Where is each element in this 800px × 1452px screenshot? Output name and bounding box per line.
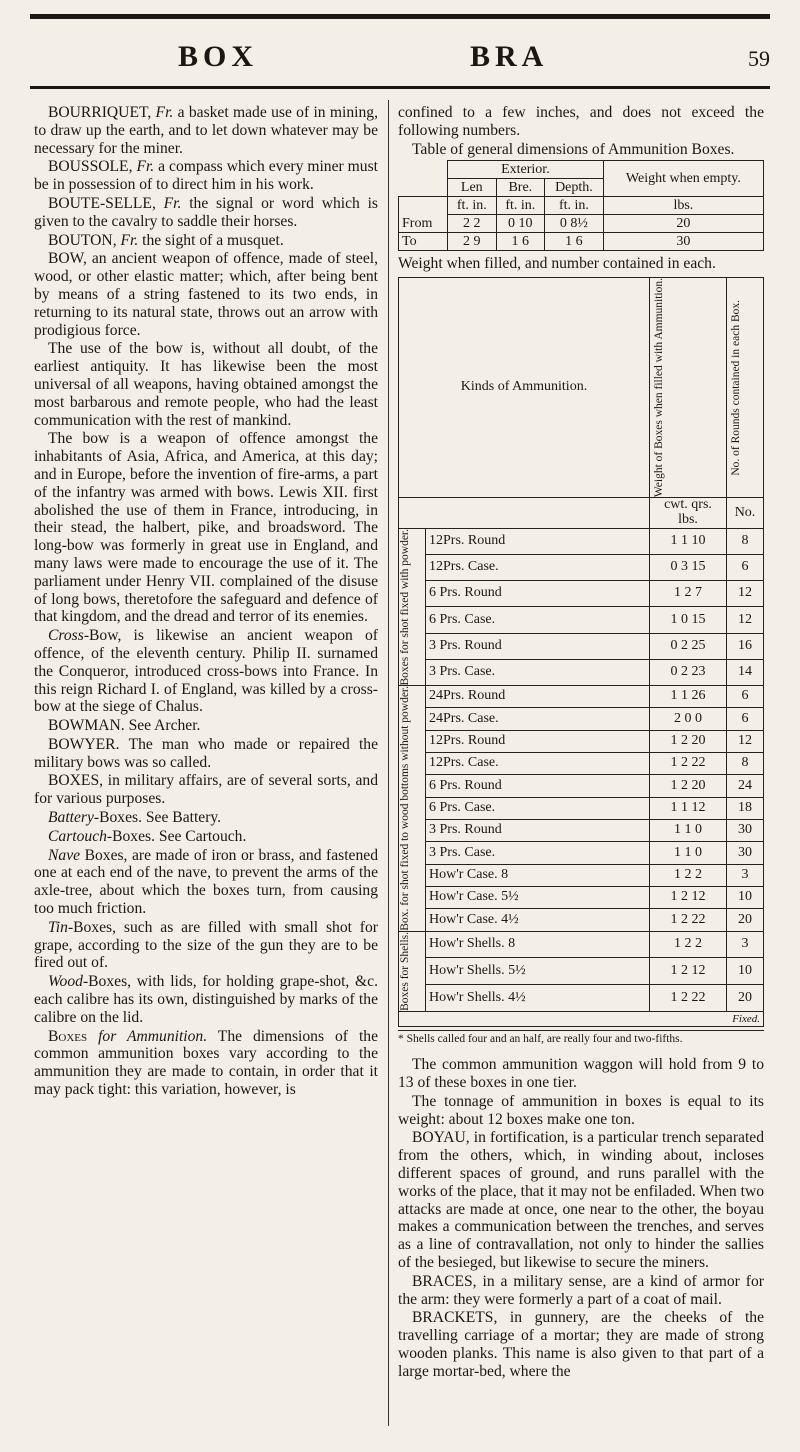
entry-italic: Fr. bbox=[136, 158, 155, 176]
depth-header: Depth. bbox=[545, 179, 604, 197]
table-row bbox=[399, 909, 764, 931]
rounds-count: 3 bbox=[727, 931, 764, 958]
table-row bbox=[399, 581, 764, 607]
rounds-count: 14 bbox=[727, 659, 764, 685]
table-row bbox=[399, 528, 764, 554]
entry-text: The bow is a weapon of offence amongst the inhabitants of Asia, Africa, and America, at this day; and in Europe, before the invention of fire-arms, a part of the infantry was armed with bows. Lewis XII. first abolished the use of them in France, introducing, in their stead, the halbert, pike, and broadsword. The long-bow was formerly in great use in England, and many laws were made to encourage the use of it. The parliament under Henry VII. complained of the disuse of long bows, theretofore the safeguard and defence of that kingdom, and the dread and terror of its enemies. bbox=[34, 430, 378, 626]
rounds-count: 20 bbox=[727, 984, 764, 1011]
filled-weight: 1 2 12 bbox=[650, 887, 727, 909]
filled-weight: 1 0 15 bbox=[650, 607, 727, 633]
rounds-count: 10 bbox=[727, 958, 764, 985]
ammunition-kind: 6 Prs. Round bbox=[426, 775, 650, 797]
entry-paragraph bbox=[34, 232, 378, 250]
table-row bbox=[399, 864, 764, 886]
entry-text: The use of the bow is, without all doubt, of the earliest antiquity. It has likewise been the most universal of all weapons, having obtained amongst the most barbarous and remote people, who had the least communication with the rest of mankind. bbox=[34, 340, 378, 429]
table-row bbox=[399, 842, 764, 864]
entry-paragraph bbox=[34, 736, 378, 772]
entry-italic: Cartouch- bbox=[48, 827, 113, 845]
table-row bbox=[399, 607, 764, 633]
unit-qrs: qrs. bbox=[691, 497, 712, 513]
rounds-count: 12 bbox=[727, 581, 764, 607]
entry-paragraph bbox=[398, 1309, 764, 1380]
len-header: Len bbox=[448, 179, 497, 197]
unit-cell: ft. in. bbox=[496, 197, 545, 215]
filled-weight: 1 2 22 bbox=[650, 984, 727, 1011]
entry-paragraph bbox=[34, 195, 378, 231]
filled-weight: 0 2 23 bbox=[650, 659, 727, 685]
filled-weight: 1 1 12 bbox=[650, 797, 727, 819]
dimensions-table bbox=[398, 160, 764, 251]
entry-paragraph bbox=[34, 717, 378, 735]
top-rule bbox=[30, 14, 770, 19]
entry-text: The dimensions of the common ammunition boxes vary according to the ammunition they are made to contain, in order that it may pack tight: this variation, however, is bbox=[34, 1027, 378, 1099]
rounds-count: 8 bbox=[727, 753, 764, 775]
ammunition-kind: 6 Prs. Round bbox=[426, 581, 650, 607]
filled-weight: 1 2 12 bbox=[650, 958, 727, 985]
filled-weight: 2 0 0 bbox=[650, 708, 727, 730]
entry-italic: Tin- bbox=[48, 918, 74, 936]
ammunition-kind: 6 Prs. Case. bbox=[426, 607, 650, 633]
filled-weight: 0 2 25 bbox=[650, 633, 727, 659]
entry-text: an ancient weapon of offence, made of steel, wood, or other elastic matter; which, after being bent by means of a string fastened to its two ends, in returning to its natural state, throws out an arrow with prodigious force. bbox=[34, 250, 378, 339]
table-row bbox=[399, 958, 764, 985]
left-column bbox=[34, 104, 378, 1100]
entry-italic: Fr. bbox=[155, 104, 174, 121]
ammunition-kind: 12Prs. Case. bbox=[426, 554, 650, 580]
entry-text: the sight of a musquet. bbox=[138, 231, 284, 249]
weight-empty-header: Weight when empty. bbox=[603, 161, 763, 197]
filled-weight: 1 2 7 bbox=[650, 581, 727, 607]
unit-no: No. bbox=[727, 498, 764, 528]
entry-headword: BOXES, bbox=[48, 772, 108, 790]
entry-paragraph bbox=[34, 158, 378, 194]
entry-text: See Archer. bbox=[128, 717, 201, 735]
entry-headword: BOUTE-SELLE, bbox=[48, 194, 164, 212]
ammunition-kind: 24Prs. Round bbox=[426, 686, 650, 708]
group-label: Box. for shot fixed to wood bottoms without powder. bbox=[399, 686, 411, 931]
filled-weight: 1 2 2 bbox=[650, 931, 727, 958]
fixed-label: Fixed. bbox=[399, 1011, 764, 1027]
rounds-count: 20 bbox=[727, 909, 764, 931]
column-divider bbox=[388, 100, 389, 1426]
unit-cell: ft. in. bbox=[545, 197, 604, 215]
table-row bbox=[399, 984, 764, 1011]
filled-weight: 1 1 0 bbox=[650, 842, 727, 864]
table-row bbox=[399, 887, 764, 909]
entry-italic: Cross- bbox=[48, 627, 90, 645]
entry-text: the signal or word which is given to the cavalry to saddle their horses. bbox=[34, 194, 378, 230]
ammunition-kind: 24Prs. Case. bbox=[426, 708, 650, 730]
entry-text: a basket made use of in mining, to draw up the earth, and to let down whatever may be necessary for the miner. bbox=[34, 104, 378, 157]
table-row bbox=[399, 931, 764, 958]
filled-weight: 1 2 22 bbox=[650, 753, 727, 775]
entry-paragraph bbox=[34, 1028, 378, 1099]
filled-weight: 1 1 26 bbox=[650, 686, 727, 708]
footnote: * Shells called four and an half, are really four and two-fifths. bbox=[398, 1030, 764, 1046]
rounds-count: 18 bbox=[727, 797, 764, 819]
entry-text: The man who made or repaired the military bows was so called. bbox=[34, 735, 378, 771]
ammunition-kind: 3 Prs. Round bbox=[426, 820, 650, 842]
entry-text: in military affairs, are of several sorts, and for various purposes. bbox=[34, 772, 379, 808]
entry-text: The common ammunition waggon will hold from 9 to 13 of these boxes in one tier. bbox=[398, 1056, 764, 1092]
running-header bbox=[30, 40, 770, 84]
weights-table bbox=[398, 277, 764, 1027]
entry-text: in gunnery, are the cheeks of the travelling carriage of a mortar; they are made of strong wooden planks. This name is also given to that part of a large mortar-bed, where the bbox=[398, 1309, 764, 1380]
entry-paragraph bbox=[34, 104, 378, 157]
rounds-count: 6 bbox=[727, 686, 764, 708]
entry-italic: Fr. bbox=[120, 231, 139, 249]
entry-paragraph bbox=[34, 250, 378, 339]
header-left-word: BOX bbox=[178, 40, 259, 73]
entry-text: in a military sense, are a kind of armor for the arm: they were formerly a part of a coat of mail. bbox=[398, 1272, 764, 1308]
entry-headword: BOUSSOLE, bbox=[48, 158, 137, 176]
entry-paragraph bbox=[34, 627, 378, 716]
filled-weight: 1 1 0 bbox=[650, 820, 727, 842]
rounds-count: 6 bbox=[727, 554, 764, 580]
entry-paragraph bbox=[34, 847, 378, 918]
entry-italic: Fr. bbox=[163, 194, 182, 212]
table-row: From 2 2 0 10 0 8½ 20 bbox=[399, 215, 764, 233]
entry-headword: BOWMAN. bbox=[48, 717, 129, 735]
header-middle-word: BRA bbox=[470, 40, 549, 73]
entry-headword: BRACKETS, bbox=[412, 1309, 510, 1327]
weight-filled-header: Weight of Boxes when filled with Ammunition. bbox=[653, 278, 665, 498]
entry-italic: Wood- bbox=[48, 973, 89, 991]
group-label: Boxes for shot fixed with powder. bbox=[399, 528, 411, 686]
entry-paragraph bbox=[34, 340, 378, 429]
rounds-count: 24 bbox=[727, 775, 764, 797]
ammunition-kind: 12Prs. Case. bbox=[426, 753, 650, 775]
entry-paragraph bbox=[34, 772, 378, 808]
unit-cwt: cwt. bbox=[664, 497, 688, 513]
rounds-count: 3 bbox=[727, 864, 764, 886]
entry-text: Boxes. See Battery. bbox=[99, 809, 222, 827]
filled-weight: 0 3 15 bbox=[650, 554, 727, 580]
entry-italic: for Ammunition. bbox=[98, 1027, 208, 1045]
entry-headword: BOUTON, bbox=[48, 231, 121, 249]
table-row bbox=[399, 686, 764, 708]
ammunition-kind: How'r Shells. 4½ bbox=[426, 984, 650, 1011]
ammunition-kind: 3 Prs. Case. bbox=[426, 842, 650, 864]
rounds-count: 6 bbox=[727, 708, 764, 730]
rounds-header: No. of Rounds contained in each Box. bbox=[730, 299, 742, 476]
entry-paragraph bbox=[398, 1273, 764, 1309]
entry-paragraph bbox=[34, 828, 378, 846]
filled-weight: 1 2 22 bbox=[650, 909, 727, 931]
unit-lbs: lbs. bbox=[678, 511, 698, 527]
ammunition-kind: 6 Prs. Case. bbox=[426, 797, 650, 819]
unit-cell: ft. in. bbox=[448, 197, 497, 215]
entry-text: Boxes, such as are filled with small shot for grape, according to the size of the gun they are to be fired out of. bbox=[34, 918, 378, 972]
intro-paragraph: confined to a few inches, and does not exceed the following numbers. bbox=[398, 104, 764, 139]
table-row bbox=[399, 775, 764, 797]
table-row bbox=[399, 659, 764, 685]
table2-title: Weight when filled, and number contained in each. bbox=[398, 255, 716, 273]
ammunition-kind: 3 Prs. Case. bbox=[426, 659, 650, 685]
ammunition-kind: 3 Prs. Round bbox=[426, 633, 650, 659]
filled-weight: 1 2 20 bbox=[650, 775, 727, 797]
entry-headword: BOYAU, bbox=[412, 1129, 474, 1147]
entry-text: a compass which every miner must be in possession of to direct him in his work. bbox=[34, 158, 378, 194]
entry-headword: BRACES, bbox=[412, 1272, 483, 1290]
entry-paragraph bbox=[34, 919, 378, 972]
ammunition-kind: 12Prs. Round bbox=[426, 528, 650, 554]
entry-text: Boxes. See Cartouch. bbox=[112, 827, 247, 845]
entry-paragraph bbox=[34, 430, 378, 626]
table-row bbox=[399, 820, 764, 842]
rounds-count: 16 bbox=[727, 633, 764, 659]
table-row bbox=[399, 708, 764, 730]
filled-weight: 1 1 10 bbox=[650, 528, 727, 554]
exterior-header: Exterior. bbox=[448, 161, 604, 179]
entry-text: Bow, is likewise an ancient weapon of offence, of the eleventh century. Philip II. surnamed the Conqueror, introduced cross-bows into France. In this reign Richard I. of England, was killed by a cross-bow at the siege of Chalus. bbox=[34, 627, 378, 716]
rounds-count: 10 bbox=[727, 887, 764, 909]
table-row bbox=[399, 797, 764, 819]
entry-text: in fortification, is a particular trench separated from the others, which, in winding about, incloses different spaces of ground, and runs parallel with the works of the place, that it may not be enfiladed. When two attacks are made at once, one near to the other, the boyau makes a communication between the trenches, and serves as a line of contravallation, not only to hinder the sallies of the besieged, but likewise to secure the miners. bbox=[398, 1129, 765, 1271]
ammunition-kind: How'r Shells. 8 bbox=[426, 931, 650, 958]
table-row bbox=[399, 730, 764, 752]
rounds-count: 12 bbox=[727, 607, 764, 633]
ammunition-kind: How'r Case. 8 bbox=[426, 864, 650, 886]
entry-paragraph bbox=[398, 1093, 764, 1129]
right-column bbox=[398, 104, 764, 1382]
page-number: 59 bbox=[748, 46, 770, 71]
entry-italic: Battery- bbox=[48, 809, 100, 827]
group-label: Boxes for Shells. bbox=[399, 931, 411, 1011]
unit-cell: lbs. bbox=[603, 197, 763, 215]
right-paragraphs bbox=[398, 1056, 764, 1380]
entry-headword: BOWYER. bbox=[48, 735, 129, 753]
ammunition-kind: How'r Shells. 5½ bbox=[426, 958, 650, 985]
entry-paragraph bbox=[398, 1056, 764, 1092]
rounds-count: 30 bbox=[727, 820, 764, 842]
table-row: To 2 9 1 6 1 6 30 bbox=[399, 233, 764, 251]
rounds-count: 30 bbox=[727, 842, 764, 864]
table1-title: Table of general dimensions of Ammunition Boxes. bbox=[412, 140, 735, 158]
entry-paragraph bbox=[34, 973, 378, 1026]
ammunition-kind: How'r Case. 4½ bbox=[426, 909, 650, 931]
entry-italic: Nave bbox=[48, 846, 81, 864]
entry-headword: BOW, bbox=[48, 250, 92, 268]
ammunition-kind: How'r Case. 5½ bbox=[426, 887, 650, 909]
filled-weight: 1 2 2 bbox=[650, 864, 727, 886]
entry-text: The tonnage of ammunition in boxes is equal to its weight: about 12 boxes make one ton. bbox=[398, 1092, 764, 1128]
entry-text: Boxes, with lids, for holding grape-shot, &c. each calibre has its own, distinguished by marks of the calibre on the lid. bbox=[34, 973, 378, 1026]
rounds-count: 8 bbox=[727, 528, 764, 554]
entry-text: Boxes, are made of iron or brass, and fastened one at each end of the nave, to prevent the arms of the axle-tree, about which the boxes turn, from causing too much friction. bbox=[34, 846, 378, 918]
entry-headword: BOURRIQUET, bbox=[48, 104, 156, 121]
table-row bbox=[399, 753, 764, 775]
kinds-header: Kinds of Ammunition. bbox=[399, 278, 650, 498]
header-rule bbox=[30, 86, 770, 89]
entry-paragraph bbox=[398, 1129, 764, 1271]
rounds-count: 12 bbox=[727, 730, 764, 752]
table-row bbox=[399, 554, 764, 580]
entry-paragraph bbox=[34, 809, 378, 827]
filled-weight: 1 2 20 bbox=[650, 730, 727, 752]
bre-header: Bre. bbox=[496, 179, 545, 197]
ammunition-kind: 12Prs. Round bbox=[426, 730, 650, 752]
entry-headword: Boxes bbox=[48, 1027, 99, 1045]
table-row bbox=[399, 633, 764, 659]
